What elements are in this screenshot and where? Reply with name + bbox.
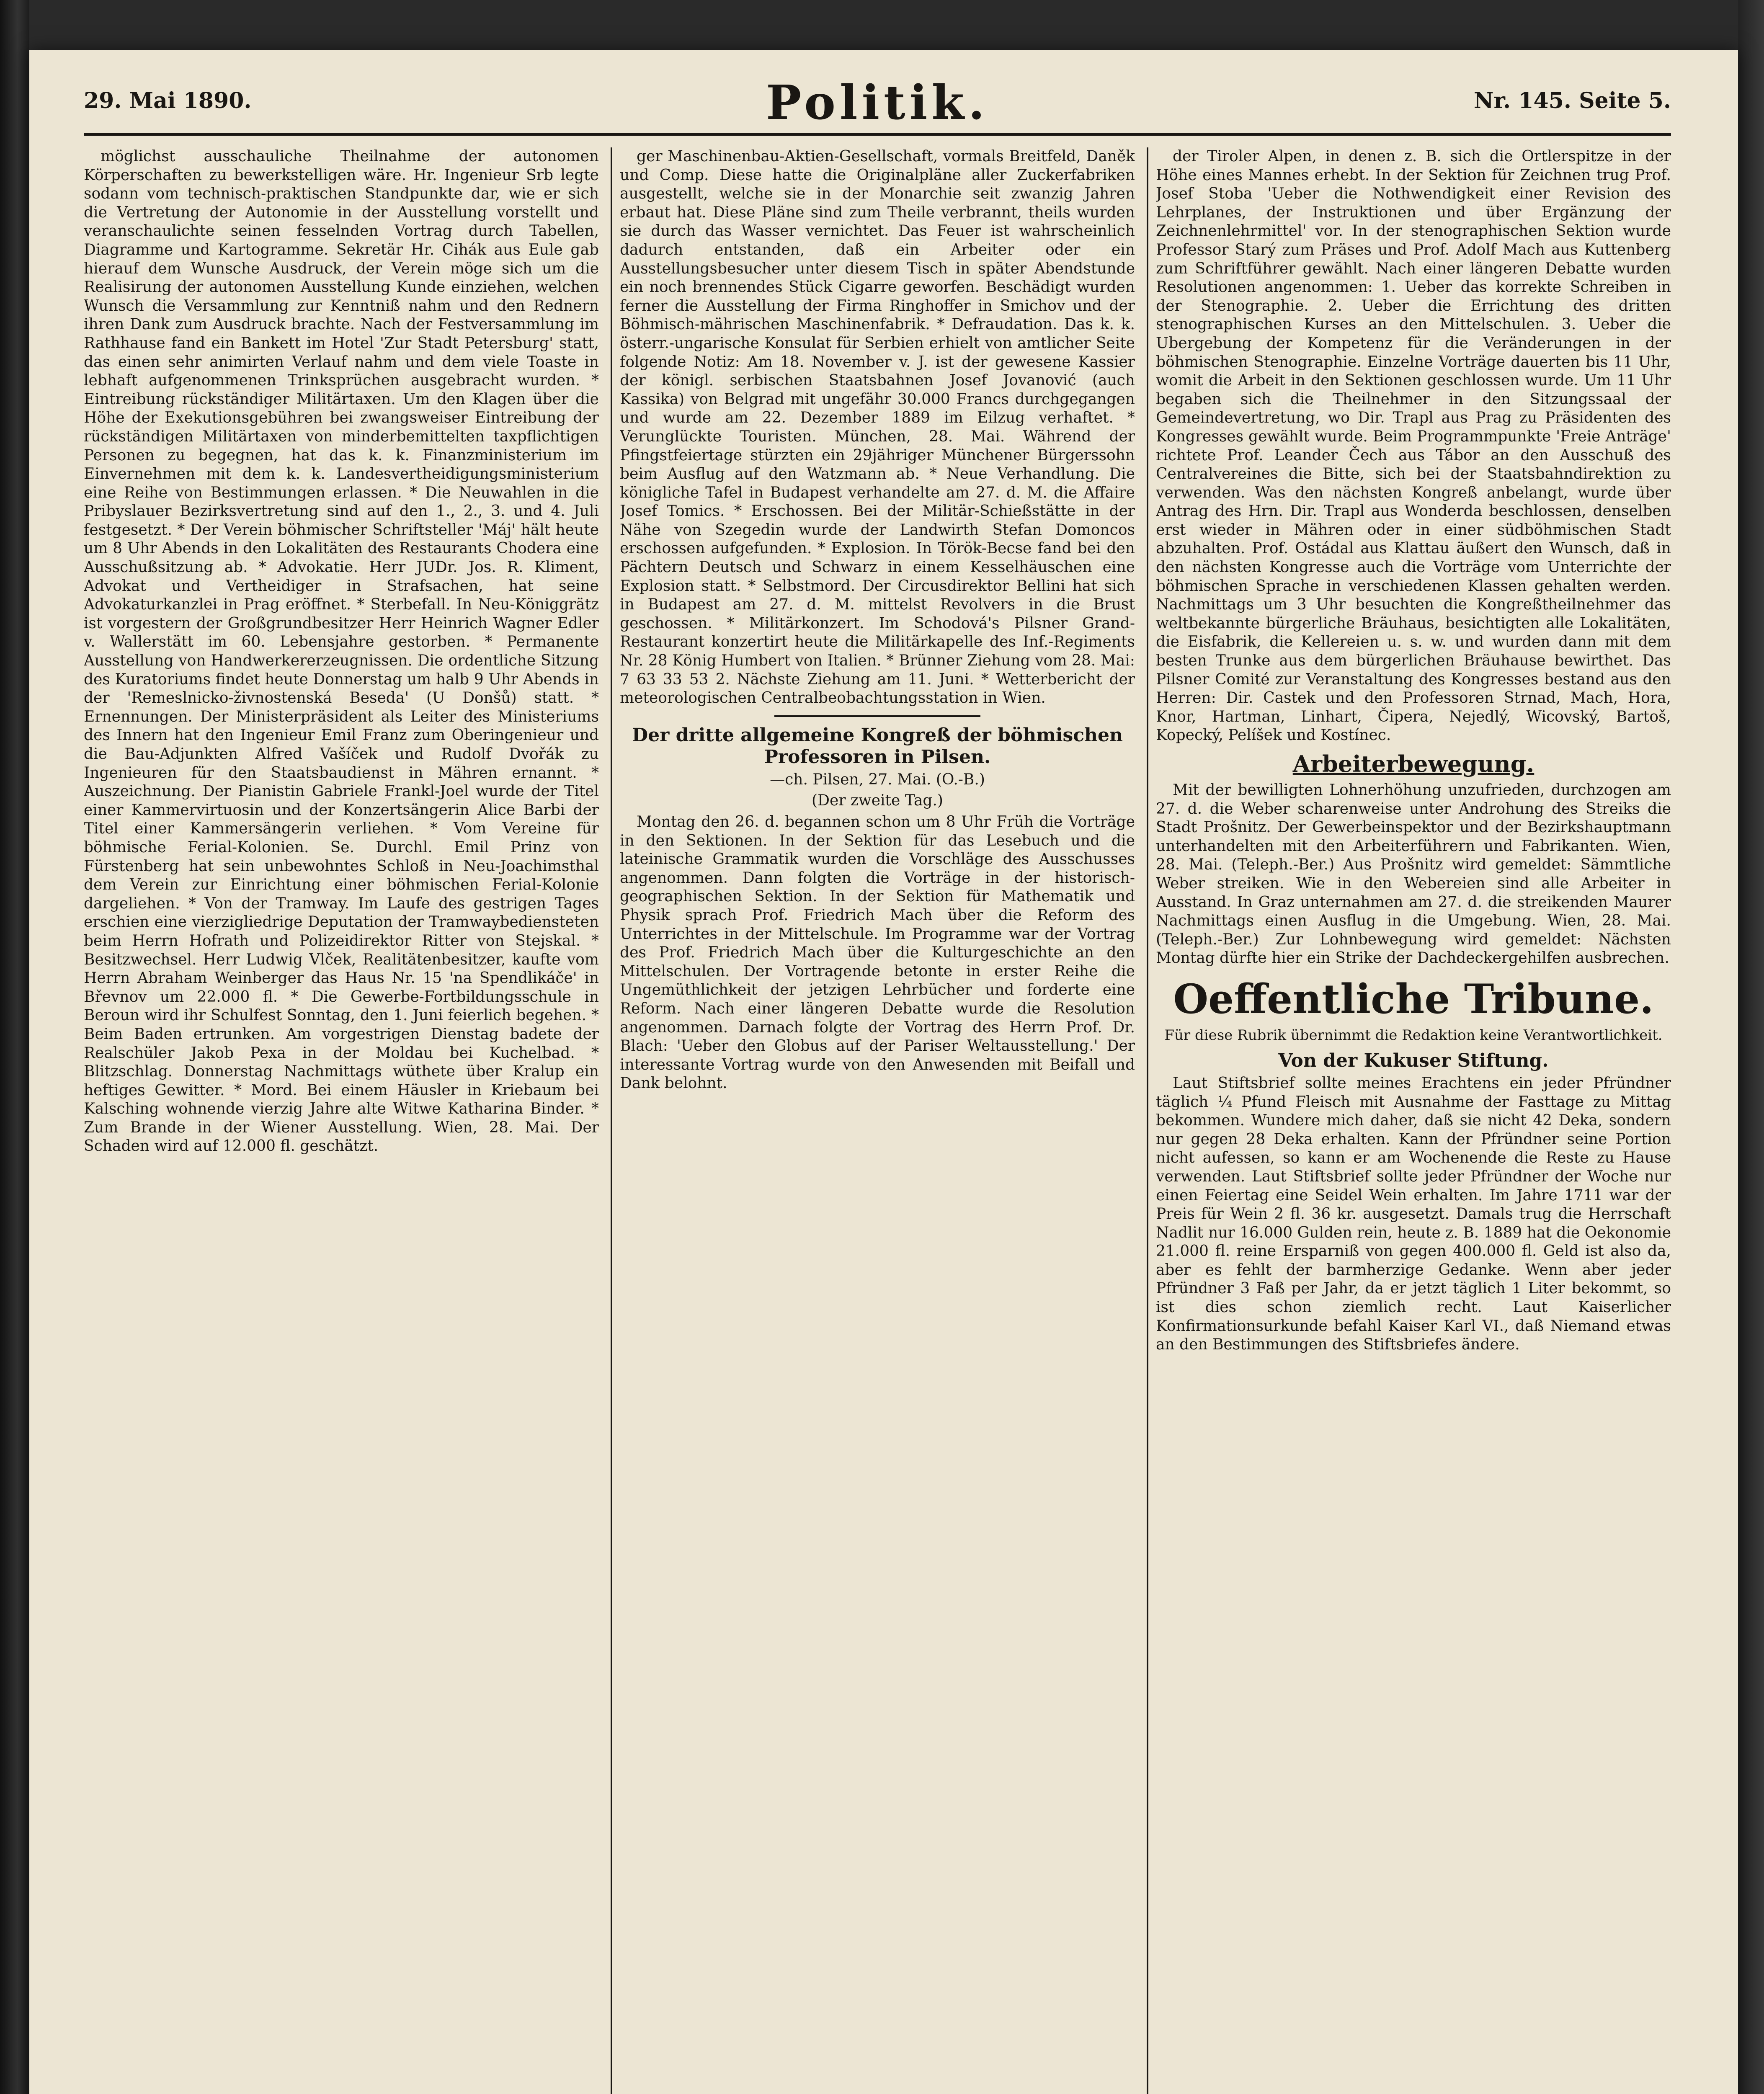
tribune-subheadline: Von der Kukuser Stiftung.	[1278, 1050, 1549, 1071]
scan-right-edge	[1738, 0, 1764, 2094]
column-2	[620, 147, 1135, 2094]
arbeiterbewegung-headline: Arbeiterbewegung.	[1292, 750, 1534, 777]
page-binding-edge	[0, 0, 29, 2094]
article-divider	[774, 715, 980, 717]
masthead	[84, 71, 1671, 130]
congress-text: Montag den 26. d. begannen schon um 8 Uhr Früh die Vorträge in den Sektionen. In der Sektion für das Lesebuch und die lateinische Grammatik wurden die Vorschläge des Ausschusses angenommen. Dann folgten die Vorträge in der historisch-geographischen Sektion. In der Sektion für Mathematik und Physik sprach Prof. Friedrich Mach über die Reform des Unterrichtes in der Mittelschule. Im Programme war der Vortrag des Prof. Friedrich Mach über die Kulturgeschichte an den Mittelschulen. Der Vortragende betonte in erster Reihe die Ungemüthlichkeit der jetzigen Lehrbücher und forderte eine Reform. Nach einer längeren Debatte wurde die Resolution angenommen. Darnach folgte der Vortrag des Herrn Prof. Dr. Blach: 'Ueber den Globus auf der Pariser Weltausstellung.' Der interessante Vortrag wurde von den Anwesenden mit Beifall und Dank belohnt.	[620, 813, 1135, 1092]
tribune-headline: Oeffentliche Tribune.	[1173, 975, 1654, 1023]
tribune-text: Laut Stiftsbrief sollte meines Erachtens ein jeder Pfründner täglich ¼ Pfund Fleisch mit Ausnahme der Fasttage zu Mittag bekommen. Wundere mich daher, daß sie nicht 42 Deka, sondern nur gegen 28 Deka erhalten. Kann der Pfründner seine Portion nicht aufessen, so kann er am Wochenende die Reste zu Hause verwenden. Laut Stiftsbrief sollte jeder Pfründner der Woche nur einen Feiertag eine Seidel Wein erhalten. Im Jahre 1711 war der Preis für Wein 2 fl. 36 kr. ausgesetzt. Damals trug die Herrschaft Nadlit nur 16.000 Gulden rein, heute z. B. 1889 hat die Oekonomie 21.000 fl. reine Ersparniß von gegen 400.000 fl. Geld ist also da, aber es fehlt der barmherzige Gedanke. Wenn aber jeder Pfründner 3 Faß per Jahr, da er jetzt täglich 1 Liter bekommt, so ist dies schon ziemlich recht. Laut Kaiserlicher Konfirmationsurkunde befahl Kaiser Karl VI., daß Niemand etwas an den Bestimmungen des Stiftsbriefes ändere.	[1156, 1074, 1671, 1354]
section-title: Politik.	[766, 75, 989, 130]
tribune-note: Für diese Rubrik übernimmt die Redaktion keine Verantwortlichkeit.	[1164, 1026, 1663, 1044]
congress-headline: Der dritte allgemeine Kongreß der böhmischen Professoren in Pilsen.	[632, 724, 1123, 768]
issue-date: 29. Mai 1890.	[84, 88, 252, 113]
column-separator-2	[1147, 147, 1148, 2094]
masthead-rule	[84, 133, 1671, 136]
column-3	[1156, 147, 1671, 2094]
column-2-text: ger Maschinenbau-Aktien-Gesellschaft, vormals Breitfeld, Daněk und Comp. Diese hatte die Originalpläne aller Zuckerfabriken ausgestellt, welche sie in der Monarchie seit zwanzig Jahren erbaut hat. Diese Pläne sind zum Theile verbrannt, theils wurden sie durch das Wasser vernichtet. Das Feuer ist wahrscheinlich dadurch entstanden, daß ein Arbeiter oder ein Ausstellungsbesucher unter diesem Tisch in später Abendstunde ein noch brennendes Stück Cigarre geworfen. Beschädigt wurden ferner die Ausstellung der Firma Ringhoffer in Smichov und der Böhmisch-mährischen Maschinenfabrik. * Defraudation. Das k. k. österr.-ungarische Konsulat für Serbien erhielt von amtlicher Seite folgende Notiz: Am 18. November v. J. ist der gewesene Kassier der königl. serbischen Staatsbahnen Josef Jovanović (auch Kassika) von Belgrad mit ungefähr 30.000 Francs durchgegangen und wurde am 22. Dezember 1889 im Eilzug verhaftet. * Verunglückte Touristen. München, 28. Mai. Während der Pfingstfeiertage stürzten ein 29jähriger Münchener Bürgerssohn beim Ausflug auf den Watzmann ab. * Neue Verhandlung. Die königliche Tafel in Budapest verhandelte am 27. d. M. die Affaire Josef Tomics. * Erschossen. Bei der Militär-Schießstätte in der Nähe von Szegedin wurde der Landwirth Stefan Domoncos erschossen aufgefunden. * Explosion. In Török-Becse fand bei den Pächtern Deutsch und Schwarz in einem Kesselhäuschen eine Explosion statt. * Selbstmord. Der Circusdirektor Bellini hat sich in Budapest am 27. d. M. mittelst Revolvers in die Brust geschossen. * Militärkonzert. Im Schodová's Pilsner Grand-Restaurant konzertirt heute die Militärkapelle des Inf.-Regiments Nr. 28 König Humbert von Italien. * Brünner Ziehung vom 28. Mai: 7 63 33 53 2. Nächste Ziehung am 11. Juni. * Wetterbericht der meteorologischen Centralbeobachtungsstation in Wien.	[620, 148, 1135, 707]
arbeiterbewegung-text: Mit der bewilligten Lohnerhöhung unzufrieden, durchzogen am 27. d. die Weber scharenweise unter Androhung des Streiks die Stadt Prošnitz. Der Gewerbeinspektor und der Bezirkshauptmann unterhandelten mit den Arbeiterführern und Fabrikanten. Wien, 28. Mai. (Teleph.-Ber.) Aus Prošnitz wird gemeldet: Sämmtliche Weber streiken. Wie in den Webereien sind alle Arbeiter in Ausstand. In Graz unternahmen am 27. d. die streikenden Maurer Nachmittags einen Ausflug in die Umgebung. Wien, 28. Mai. (Teleph.-Ber.) Zur Lohnbewegung wird gemeldet: Nächsten Montag dürfte hier ein Strike der Dachdeckergehilfen ausbrechen.	[1156, 781, 1671, 967]
column-3-text: der Tiroler Alpen, in denen z. B. sich die Ortlerspitze in der Höhe eines Mannes erhebt. In der Sektion für Zeichnen trug Prof. Josef Stoba 'Ueber die Nothwendigkeit einer Revision des Lehrplanes, der Instruktionen und über Ergänzung der Zeichnenlehrmittel' vor. In der stenographischen Sektion wurde Professor Starý zum Präses und Prof. Adolf Mach aus Kuttenberg zum Schriftführer gewählt. Nach einer längeren Debatte wurden Resolutionen angenommen: 1. Ueber das korrekte Schreiben in der Stenographie. 2. Ueber die Errichtung des dritten stenographischen Kurses an den Mittelschulen. 3. Ueber die Ubergebung der Kompetenz für die Veränderungen in der böhmischen Stenographie. Einzelne Vorträge dauerten bis 11 Uhr, womit die Arbeit in den Sektionen geschlossen wurde. Um 11 Uhr begaben sich die Theilnehmer in den Sitzungssaal der Gemeindevertretung, wo Dir. Trapl aus Prag zu Präsidenten des Kongresses gewählt wurde. Beim Programmpunkte 'Freie Anträge' richtete Prof. Leander Čech aus Tábor an den Ausschuß des Centralvereines die Bitte, sich bei der Staatsbahndirektion zu verwenden. Was den nächsten Kongreß anbelangt, wurde über Antrag des Hrn. Dir. Trapl aus Wonderda beschlossen, denselben erst wieder in Mähren oder in einer südböhmischen Stadt abzuhalten. Prof. Ostádal aus Klattau äußert den Wunsch, daß in den nächsten Kongresse auch die Vorträge vom Unterrichte der böhmischen Sprache in verschiedenen Klassen gehalten werden. Nachmittags um 3 Uhr besuchten die Kongreßtheilnehmer das weltbekannte bürgerliche Bräuhaus, besichtigten alle Lokalitäten, die Eisfabrik, die Kellereien u. s. w. und wurden dann mit dem besten Trunke aus dem bürgerlichen Bräuhause bewirthet. Das Pilsner Comité zur Veranstaltung des Kongresses bestand aus den Herren: Dir. Castek und den Professoren Strnad, Mach, Hora, Knor, Hartman, Linhart, Čipera, Nejedlý, Wicovský, Bartoš, Kopecký, Pelíšek und Kostínec.	[1156, 148, 1671, 744]
column-separator-1	[611, 147, 612, 2094]
page-number: Nr. 145. Seite 5.	[1474, 88, 1671, 113]
congress-subline: (Der zweite Tag.)	[812, 792, 943, 810]
congress-byline: —ch. Pilsen, 27. Mai. (O.-B.)	[770, 771, 985, 788]
column-1	[84, 147, 599, 2094]
column-1-text: möglichst ausschauliche Theilnahme der autonomen Körperschaften zu bewerkstelligen wäre. Hr. Ingenieur Srb legte sodann vom technisch-praktischen Standpunkte dar, wie er sich die Vertretung der Autonomie in der Ausstellung vorstellt und veranschaulichte seinen fesselnden Vortrag durch Tabellen, Diagramme und Kartogramme. Sekretär Hr. Cihák aus Eule gab hierauf dem Wunsche Ausdruck, der Verein möge sich um die Realisirung der autonomen Ausstellung Kunde einziehen, welchen Wunsch die Versammlung zur Kenntniß nahm und den Rednern ihren Dank zum Ausdruck brachte. Nach der Festversammlung im Rathhause fand ein Bankett im Hotel 'Zur Stadt Petersburg' statt, das einen sehr animirten Verlauf nahm und dem viele Toaste in lebhaft aufgenommenen Trinksprüchen ausgebracht wurden. * Eintreibung rückständiger Militärtaxen. Um den Klagen über die Höhe der Exekutionsgebühren bei zwangsweiser Eintreibung der rückständigen Militärtaxen von minderbemittelten taxpflichtigen Personen zu begegnen, hat das k. k. Finanzministerium im Einvernehmen mit dem k. k. Landesvertheidigungsministerium eine Reihe von Bestimmungen erlassen. * Die Neuwahlen in die Pribyslauer Bezirksvertretung sind auf den 1., 2., 3. und 4. Juli festgesetzt. * Der Verein böhmischer Schriftsteller 'Máj' hält heute um 8 Uhr Abends in den Lokalitäten des Restaurants Chodera eine Ausschußsitzung ab. * Advokatie. Herr JUDr. Jos. R. Kliment, Advokat und Vertheidiger in Strafsachen, hat seine Advokaturkanzlei in Prag eröffnet. * Sterbefall. In Neu-Königgrätz ist vorgestern der Großgrundbesitzer Herr Heinrich Wagner Edler v. Wallerstätt im 60. Lebensjahre gestorben. * Permanente Ausstellung von Handwerkererzeugnissen. Die ordentliche Sitzung des Kuratoriums findet heute Donnerstag um halb 9 Uhr Abends in der 'Remeslnicko-živnostenská Beseda' (U Donšů) statt. * Ernennungen. Der Ministerpräsident als Leiter des Ministeriums des Innern hat den Ingenieur Emil Franz zum Oberingenieur und die Bau-Adjunkten Alfred Vašíček und Rudolf Dvořák zu Ingenieuren für den Staatsbaudienst in Mähren ernannt. * Auszeichnung. Der Pianistin Gabriele Frankl-Joel wurde der Titel einer Kammervirtuosin und der Konzertsängerin Alice Barbi der Titel einer Kammersängerin verliehen. * Vom Vereine für böhmische Ferial-Kolonien. Se. Durchl. Emil Prinz von Fürstenberg hat sein unbewohntes Schloß in Neu-Joachimsthal dem Verein zur Einrichtung einer böhmischen Ferial-Kolonie dargeliehen. * Von der Tramway. Im Laufe des gestrigen Tages erschien eine vierzigliedrige Deputation der Tramwaybediensteten beim Herrn Hofrath und Polizeidirektor Ritter von Stejskal. * Besitzwechsel. Herr Ludwig Vlček, Realitätenbesitzer, kaufte vom Herrn Abraham Weinberger das Haus Nr. 15 'na Spendlikáče' in Břevnov um 22.000 fl. * Die Gewerbe-Fortbildungsschule in Beroun wird ihr Schulfest Sonntag, den 1. Juni feierlich begehen. * Beim Baden ertrunken. Am vorgestrigen Dienstag badete der Realschüler Jakob Pexa in der Moldau bei Kuchelbad. * Blitzschlag. Donnerstag Nachmittags wüthete über Kralup ein heftiges Gewitter. * Mord. Bei einem Häusler in Kriebaum bei Kalsching wohnende vierzig Jahre alte Witwe Katharina Binder. * Zum Brande in der Wiener Ausstellung. Wien, 28. Mai. Der Schaden wird auf 12.000 fl. geschätzt.	[84, 148, 599, 1155]
